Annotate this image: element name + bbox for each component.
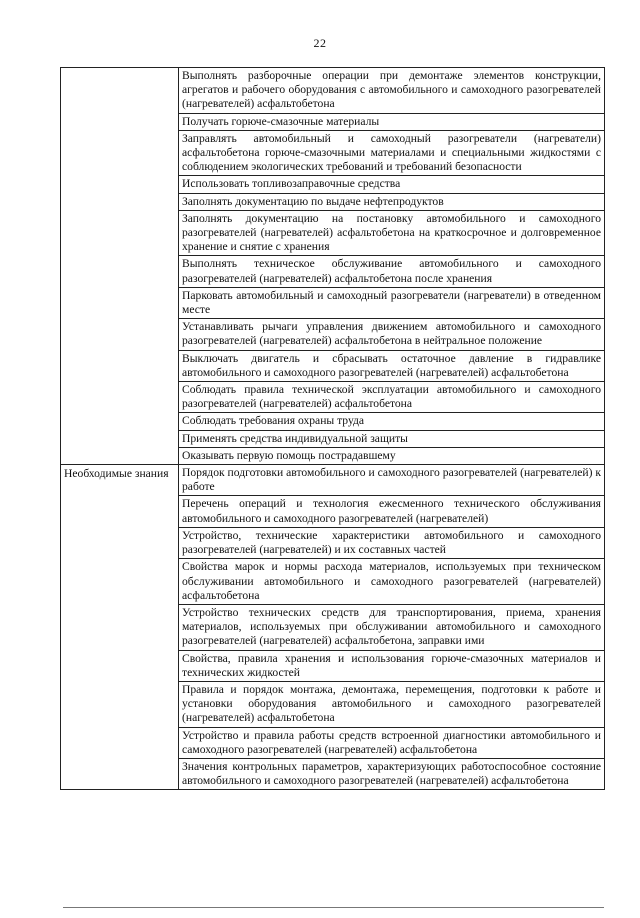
skill-item: Заправлять автомобильный и самоходный разогреватели (нагреватели) асфальтобетона горюче-смазочными материалами и специальными жидкостями с соблюдением экологических требований и требований безопасности xyxy=(179,130,605,176)
skill-item: Устанавливать рычаги управления движением автомобильного и самоходного разогревателей (нагревателей) асфальтобетона в нейтральное положение xyxy=(179,319,605,350)
knowledge-item: Значения контрольных параметров, характеризующих работоспособное состояние автомобильного и самоходного разогревателей (нагревателей) асфальтобетона xyxy=(179,758,605,789)
knowledge-item: Устройство, технические характеристики автомобильного и самоходного разогревателей (нагревателей) и их составных частей xyxy=(179,527,605,558)
skill-item: Заполнять документацию по выдаче нефтепродуктов xyxy=(179,193,605,210)
skill-item: Выполнять разборочные операции при демонтаже элементов конструкции, агрегатов и рабочего оборудования с автомобильного и самоходного разогревателей (нагревателей) асфальтобетона xyxy=(179,68,605,114)
knowledge-item: Устройство и правила работы средств встроенной диагностики автомобильного и самоходного разогревателей (нагревателей) асфальтобетона xyxy=(179,727,605,758)
requirements-table xyxy=(60,67,605,790)
page-bottom-rule xyxy=(63,907,604,908)
knowledge-item: Перечень операций и технология ежесменного технического обслуживания автомобильного и самоходного разогревателей (нагревателей) xyxy=(179,496,605,527)
section-label-knowledge: Необходимые знания xyxy=(61,465,179,790)
skill-item: Использовать топливозаправочные средства xyxy=(179,176,605,193)
knowledge-item: Устройство технических средств для транспортирования, приема, хранения материалов, используемых при обслуживании автомобильного и самоходного разогревателей (нагревателей) асфальтобетона, заправки ими xyxy=(179,604,605,650)
skill-item: Парковать автомобильный и самоходный разогреватели (нагреватели) в отведенном месте xyxy=(179,287,605,318)
skill-item: Соблюдать требования охраны труда xyxy=(179,413,605,430)
skill-item: Заполнять документацию на постановку автомобильного и самоходного разогревателей (нагревателей) асфальтобетона на краткосрочное и долговременное хранение и снятие с хранения xyxy=(179,210,605,256)
skill-item: Выключать двигатель и сбрасывать остаточное давление в гидравлике автомобильного и самоходного разогревателей (нагревателей) асфальтобетона xyxy=(179,350,605,381)
knowledge-item: Свойства, правила хранения и использования горюче-смазочных материалов и технических жидкостей xyxy=(179,650,605,681)
table-row xyxy=(61,465,605,496)
skill-item: Соблюдать правила технической эксплуатации автомобильного и самоходного разогревателей (нагревателей) асфальтобетона xyxy=(179,382,605,413)
skill-item: Выполнять техническое обслуживание автомобильного и самоходного разогревателей (нагревателей) асфальтобетона после хранения xyxy=(179,256,605,287)
skill-item: Применять средства индивидуальной защиты xyxy=(179,430,605,447)
knowledge-item: Свойства марок и нормы расхода материалов, используемых при техническом обслуживании автомобильного и самоходного разогревателей (нагревателей) асфальтобетона xyxy=(179,559,605,605)
table-body xyxy=(61,68,605,790)
knowledge-item: Правила и порядок монтажа, демонтажа, перемещения, подготовки к работе и установки оборудования автомобильного и самоходного разогревателей (нагревателей) асфальтобетона xyxy=(179,681,605,727)
section-label-blank xyxy=(61,68,179,465)
knowledge-item: Порядок подготовки автомобильного и самоходного разогревателей (нагревателей) к работе xyxy=(179,465,605,496)
page-number: 22 xyxy=(313,36,327,50)
skill-item: Оказывать первую помощь пострадавшему xyxy=(179,447,605,464)
skill-item: Получать горюче-смазочные материалы xyxy=(179,113,605,130)
table-row xyxy=(61,68,605,114)
